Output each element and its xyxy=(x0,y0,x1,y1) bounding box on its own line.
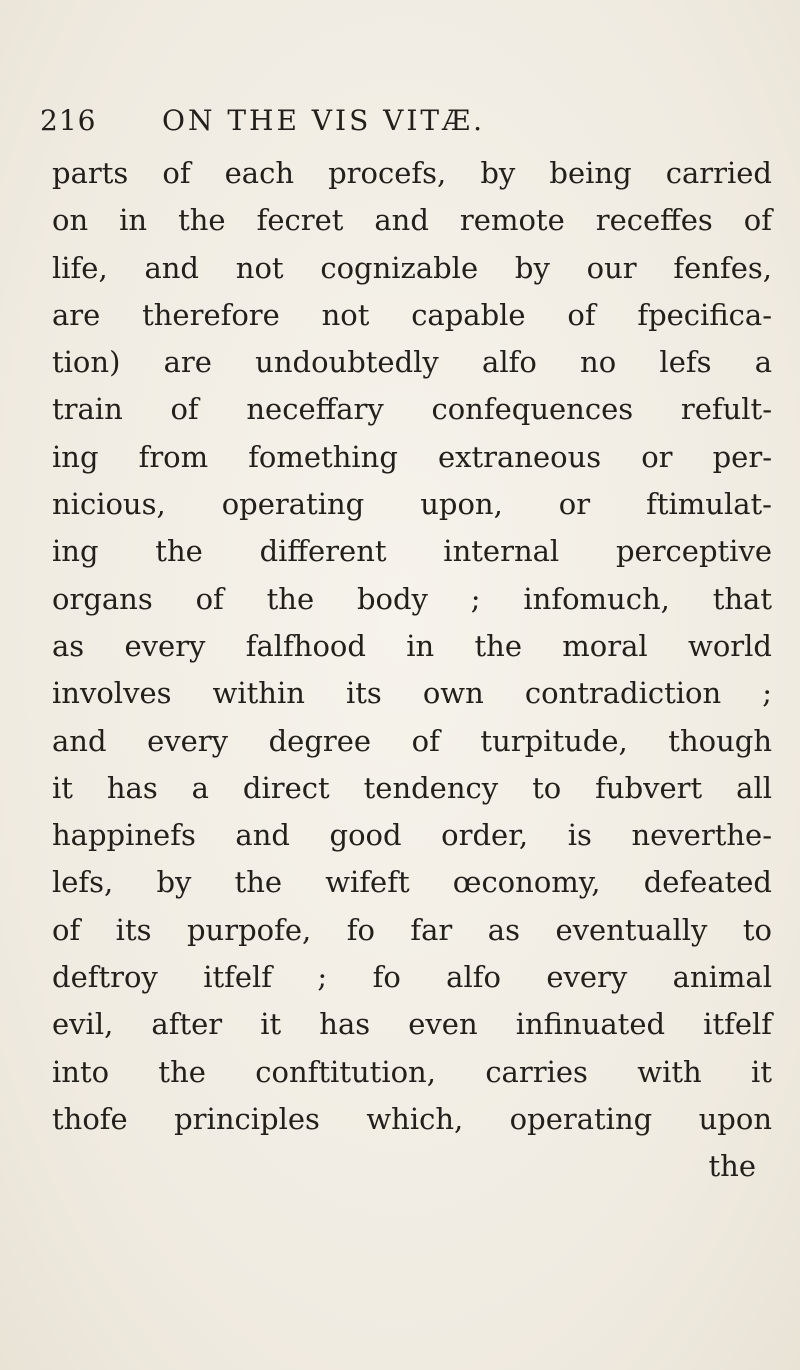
text-line-9: ing the different internal perceptive xyxy=(52,534,772,569)
text-line-4: are therefore not capable of fpecifica- xyxy=(52,297,772,332)
text-line-8: nicious, operating upon, or ftimulat- xyxy=(52,487,772,522)
text-line-12: involves within its own contradiction ; xyxy=(52,676,772,711)
text-line-13: and every degree of turpitude, though xyxy=(52,723,772,758)
text-line-7: ing from fomething extraneous or per- xyxy=(52,439,772,474)
running-head xyxy=(40,104,780,148)
running-head-title: ON THE VIS VITÆ. xyxy=(162,104,486,137)
text-line-5: tion) are undoubtedly alfo no lefs a xyxy=(52,345,772,380)
text-line-19: evil, after it has even infinuated itfelf xyxy=(52,1007,772,1042)
body-text xyxy=(52,150,772,1191)
text-line-20: into the conftitution, carries with it xyxy=(52,1054,772,1089)
text-line-6: train of neceffary confequences refult- xyxy=(52,392,772,427)
text-line-21: thofe principles which, operating upon xyxy=(52,1101,772,1136)
text-line-16: lefs, by the wifeft œconomy, defeated xyxy=(52,865,772,900)
text-line-11: as every falfhood in the moral world xyxy=(52,628,772,663)
text-line-17: of its purpofe, fo far as eventually to xyxy=(52,912,772,947)
text-line-3: life, and not cognizable by our fenfes, xyxy=(52,250,772,285)
text-line-10: organs of the body ; infomuch, that xyxy=(52,581,772,616)
page-number: 216 xyxy=(40,104,97,137)
catchword: the xyxy=(708,1149,756,1184)
text-line-2: on in the fecret and remote receffes of xyxy=(52,203,772,238)
text-line-15: happinefs and good order, is neverthe- xyxy=(52,818,772,853)
text-line-18: deftroy itfelf ; fo alfo every animal xyxy=(52,960,772,995)
text-line-14: it has a direct tendency to fubvert all xyxy=(52,770,772,805)
text-line-1: parts of each procefs, by being carried xyxy=(52,156,772,190)
